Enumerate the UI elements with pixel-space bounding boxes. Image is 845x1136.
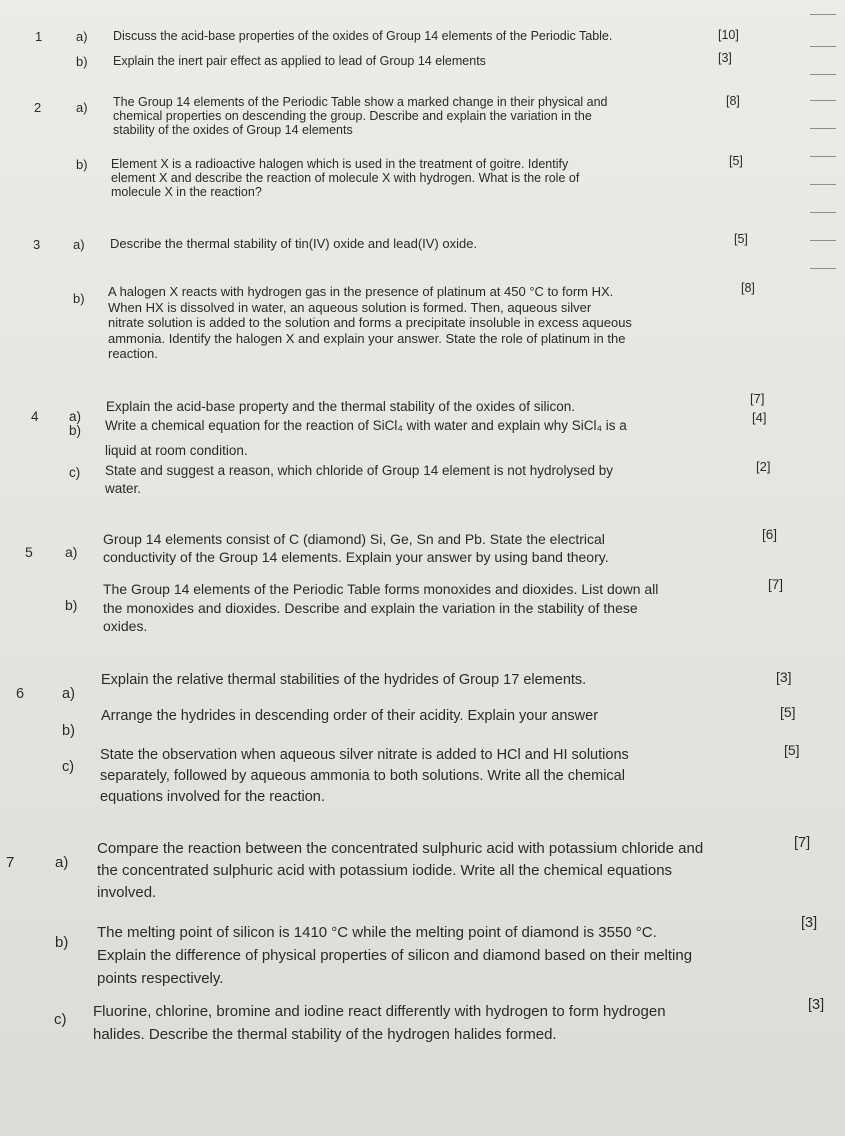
marks-badge: [7] <box>794 835 811 851</box>
part-label: b) <box>76 54 88 69</box>
marks-badge: [2] <box>756 459 771 474</box>
part-label: a) <box>76 100 88 115</box>
part-label: a) <box>69 409 82 424</box>
part-label: a) <box>55 854 69 871</box>
question-text: Arrange the hydrides in descending order of their acidity. Explain your answer <box>101 708 599 724</box>
marks-badge: [3] <box>801 915 818 931</box>
part-label: a) <box>73 237 85 252</box>
question-number: 7 <box>6 854 15 871</box>
question-text: Compare the reaction between the concentrated sulphuric acid with potassium chloride and the concentrated sulphuric acid with potassium iodide. Write all the chemical equations involved. <box>97 840 704 901</box>
part-label: c) <box>54 1011 67 1028</box>
part-label: b) <box>76 157 88 172</box>
part-label: b) <box>69 423 82 438</box>
question-text: Describe the thermal stability of tin(IV) oxide and lead(IV) oxide. <box>110 236 478 251</box>
question-text: Fluorine, chlorine, bromine and iodine react differently with hydrogen to form hydrogen halides. Describe the thermal stability of the hydrogen halides formed. <box>93 1003 666 1043</box>
marks-badge: [5] <box>780 704 796 720</box>
part-label: a) <box>62 686 75 702</box>
marks-badge: [3] <box>718 51 732 65</box>
question-number: 5 <box>25 544 33 560</box>
margin-rule <box>810 100 836 101</box>
question-text: Explain the acid-base property and the thermal stability of the oxides of silicon. <box>106 399 576 414</box>
marks-badge: [4] <box>752 410 767 425</box>
question-number: 4 <box>31 409 39 424</box>
part-label: b) <box>55 934 69 951</box>
marks-badge: [3] <box>808 997 825 1013</box>
part-label: b) <box>73 291 85 306</box>
question-number: 6 <box>16 686 25 702</box>
marks-badge: [5] <box>729 154 743 168</box>
marks-badge: [7] <box>768 577 784 592</box>
question-text: Explain the relative thermal stabilities of the hydrides of Group 17 elements. <box>101 672 587 688</box>
margin-rule <box>810 74 836 75</box>
part-label: a) <box>76 29 88 44</box>
margin-rule <box>810 240 836 241</box>
margin-rule <box>810 156 836 157</box>
margin-rule <box>810 46 836 47</box>
marks-badge: [5] <box>734 232 748 246</box>
question-number: 3 <box>33 237 41 252</box>
marks-badge: [6] <box>762 527 778 542</box>
question-number: 1 <box>35 29 43 44</box>
question-text: Explain the inert pair effect as applied to lead of Group 14 elements <box>113 54 486 68</box>
part-label: a) <box>65 544 78 560</box>
question-text: Group 14 elements consist of C (diamond) Si, Ge, Sn and Pb. State the electrical conductivity of the Group 14 elements. Explain your answer by using band theory. <box>103 531 609 565</box>
margin-rule <box>810 212 836 213</box>
question-text: A halogen X reacts with hydrogen gas in the presence of platinum at 450 °C to form HX. When HX is dissolved in water, an aqueous solution is formed. Then, aqueous silver nitrate solution is added to the solution and forms a precipitate insoluble in excess aqueous ammonia. Identify the halogen X and explain your answer. State the role of platinum in the reaction. <box>108 284 632 361</box>
question-text: Element X is a radioactive halogen which is used in the treatment of goitre. Identify element X and describe the reaction of molecule X with hydrogen. What is the role of molecule X in the reaction? <box>111 157 580 199</box>
question-text: The Group 14 elements of the Periodic Table show a marked change in their physical and chemical properties on descending the group. Describe and explain the variation in the stability of the oxides of Group 14 elements <box>113 95 608 137</box>
question-text: Write a chemical equation for the reaction of SiCl₄ with water and explain why SiCl₄ is a liquid at room condition. <box>105 418 627 458</box>
marks-badge: [5] <box>784 742 800 758</box>
part-label: c) <box>69 465 81 480</box>
question-number: 2 <box>34 100 42 115</box>
question-text: State and suggest a reason, which chloride of Group 14 element is not hydrolysed by water. <box>105 463 614 496</box>
question-text: The melting point of silicon is 1410 °C while the melting point of diamond is 3550 °C. Explain the difference of physical properties of silicon and diamond based on their melting points respectively. <box>97 924 693 987</box>
question-text: State the observation when aqueous silver nitrate is added to HCl and HI solutions separately, followed by aqueous ammonia to both solutions. Write all the chemical equations involved for the reaction. <box>100 747 629 805</box>
marks-badge: [8] <box>741 281 755 295</box>
marks-badge: [7] <box>750 391 765 406</box>
part-label: c) <box>62 759 75 775</box>
margin-rule <box>810 128 836 129</box>
margin-rule <box>810 14 836 15</box>
question-text: The Group 14 elements of the Periodic Table forms monoxides and dioxides. List down all the monoxides and dioxides. Describe and explain the variation in the stability of these oxides. <box>103 581 659 634</box>
part-label: b) <box>62 723 75 739</box>
margin-rule <box>810 268 836 269</box>
marks-badge: [3] <box>776 669 792 685</box>
margin-rule <box>810 184 836 185</box>
question-text: Discuss the acid-base properties of the oxides of Group 14 elements of the Periodic Table. <box>113 29 613 43</box>
marks-badge: [8] <box>726 94 740 108</box>
part-label: b) <box>65 597 78 613</box>
marks-badge: [10] <box>718 28 739 42</box>
